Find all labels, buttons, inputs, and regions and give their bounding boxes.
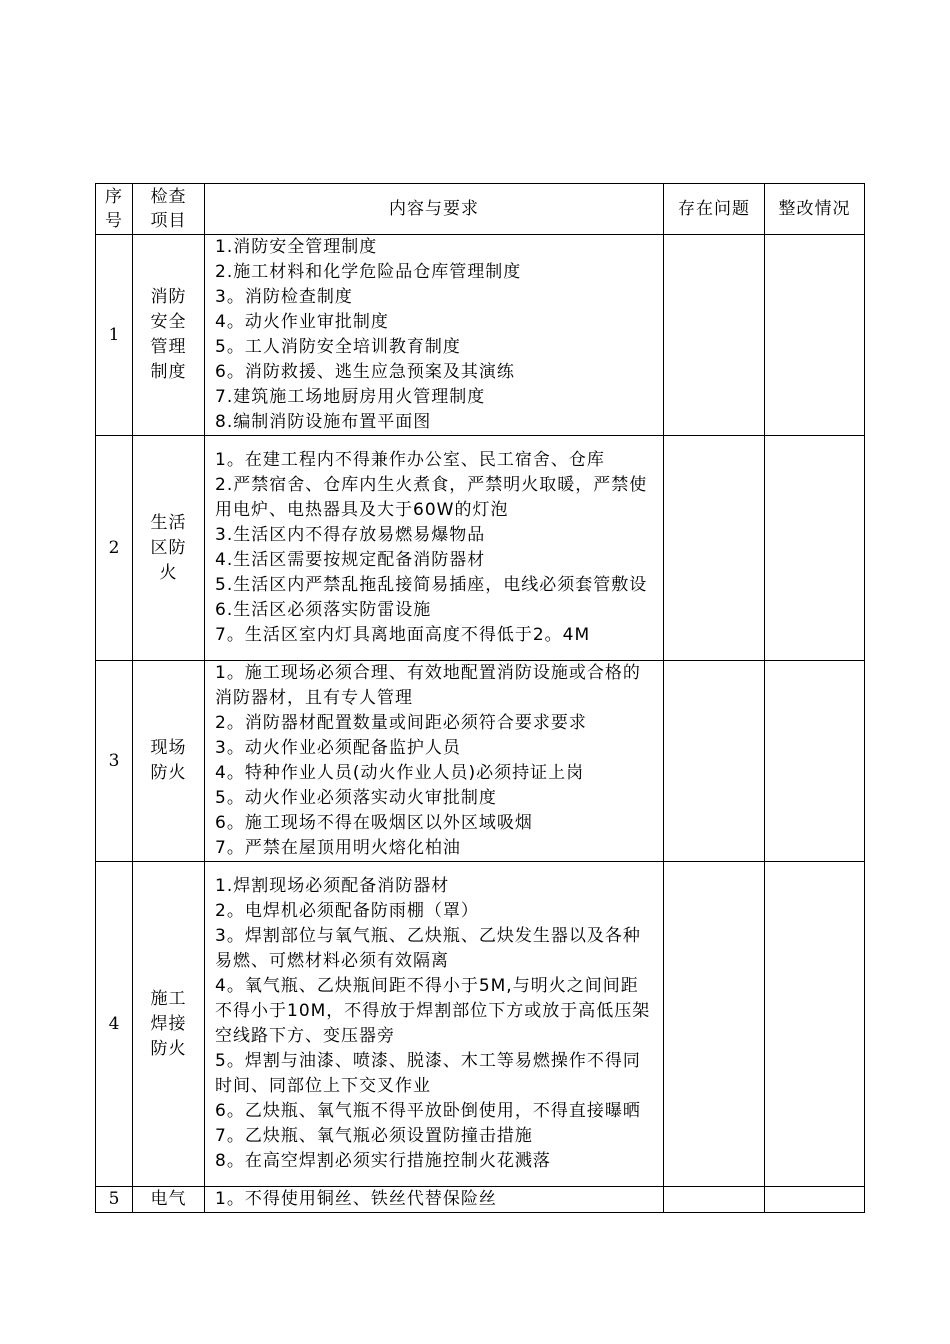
row-problems-cell [664, 436, 765, 661]
content-line: 7.建筑施工场地厨房用火管理制度 [215, 387, 486, 407]
row-rectify-cell [765, 436, 865, 661]
content-line: 2.施工材料和化学危险品仓库管理制度 [215, 262, 522, 282]
row-rectify-cell [765, 661, 865, 862]
row-item: 生活区防火 [133, 436, 205, 661]
table-row [96, 235, 865, 436]
content-line: 6。施工现场不得在吸烟区以外区域吸烟 [215, 813, 533, 833]
content-line: 6。消防救援、逃生应急预案及其演练 [215, 362, 515, 382]
content-line: 4。氧气瓶、乙炔瓶间距不得小于5M,与明火之间间距不得小于10M，不得放于焊割部位下方或放于高低压架空线路下方、变压器旁 [215, 976, 651, 1046]
row-problems-cell [664, 661, 765, 862]
content-line: 6.生活区必须落实防雷设施 [215, 600, 432, 620]
header-rectify: 整改情况 [765, 184, 865, 235]
row-rectify-cell [765, 862, 865, 1187]
content-line: 5.生活区内严禁乱拖乱接简易插座，电线必须套管敷设 [215, 575, 648, 595]
row-item: 消防安全管理制度 [133, 235, 205, 436]
row-seq: 3 [96, 661, 133, 862]
content-line: 1。在建工程内不得兼作办公室、民工宿舍、仓库 [215, 450, 605, 470]
fire-safety-inspection-table [95, 183, 865, 1213]
table-row [96, 661, 865, 862]
content-line: 1。不得使用铜丝、铁丝代替保险丝 [215, 1189, 497, 1209]
content-line: 6。乙炔瓶、氧气瓶不得平放卧倒使用，不得直接曝晒 [215, 1101, 641, 1121]
row-problems-cell [664, 1187, 765, 1213]
content-line: 5。焊割与油漆、喷漆、脱漆、木工等易燃操作不得同时间、同部位上下交叉作业 [215, 1051, 641, 1096]
row-problems-cell [664, 235, 765, 436]
row-seq: 5 [96, 1187, 133, 1213]
content-line: 2。电焊机必须配备防雨棚（罩） [215, 901, 479, 921]
content-line: 1.焊割现场必须配备消防器材 [215, 876, 450, 896]
header-row [96, 184, 865, 235]
content-line: 1.消防安全管理制度 [215, 237, 378, 257]
content-line: 7。生活区室内灯具离地面高度不得低于2。4M [215, 625, 591, 645]
row-item: 施工焊接防火 [133, 862, 205, 1187]
row-content [205, 235, 664, 436]
table-row [96, 436, 865, 661]
row-content [205, 1187, 664, 1213]
row-rectify-cell [765, 235, 865, 436]
row-item: 现场防火 [133, 661, 205, 862]
content-line: 5。工人消防安全培训教育制度 [215, 337, 461, 357]
row-content [205, 436, 664, 661]
row-item: 电气 [133, 1187, 205, 1213]
row-content [205, 862, 664, 1187]
row-content [205, 661, 664, 862]
content-line: 2。消防器材配置数量或间距必须符合要求要求 [215, 713, 587, 733]
row-seq: 1 [96, 235, 133, 436]
content-line: 8。在高空焊割必须实行措施控制火花溅落 [215, 1151, 551, 1171]
content-line: 8.编制消防设施布置平面图 [215, 412, 432, 432]
content-line: 2.严禁宿舍、仓库内生火煮食，严禁明火取暖，严禁使用电炉、电热器具及大于60W的灯泡 [215, 475, 648, 520]
row-problems-cell [664, 862, 765, 1187]
content-line: 3。焊割部位与氧气瓶、乙炔瓶、乙炔发生器以及各种易燃、可燃材料必须有效隔离 [215, 926, 641, 971]
header-item: 检查项目 [133, 184, 205, 235]
content-line: 3。动火作业必须配备监护人员 [215, 738, 461, 758]
content-line: 3。消防检查制度 [215, 287, 353, 307]
header-problems: 存在问题 [664, 184, 765, 235]
content-line: 4。动火作业审批制度 [215, 312, 389, 332]
content-line: 1。施工现场必须合理、有效地配置消防设施或合格的消防器材，且有专人管理 [215, 663, 641, 708]
content-line: 7。严禁在屋顶用明火熔化柏油 [215, 838, 461, 858]
content-line: 5。动火作业必须落实动火审批制度 [215, 788, 497, 808]
content-line: 4。特种作业人员(动火作业人员)必须持证上岗 [215, 763, 585, 783]
content-line: 7。乙炔瓶、氧气瓶必须设置防撞击措施 [215, 1126, 533, 1146]
table-row [96, 1187, 865, 1213]
content-line: 4.生活区需要按规定配备消防器材 [215, 550, 486, 570]
header-content: 内容与要求 [205, 184, 664, 235]
row-rectify-cell [765, 1187, 865, 1213]
row-seq: 4 [96, 862, 133, 1187]
row-seq: 2 [96, 436, 133, 661]
content-line: 3.生活区内不得存放易燃易爆物品 [215, 525, 486, 545]
header-seq: 序号 [96, 184, 133, 235]
table-row [96, 862, 865, 1187]
